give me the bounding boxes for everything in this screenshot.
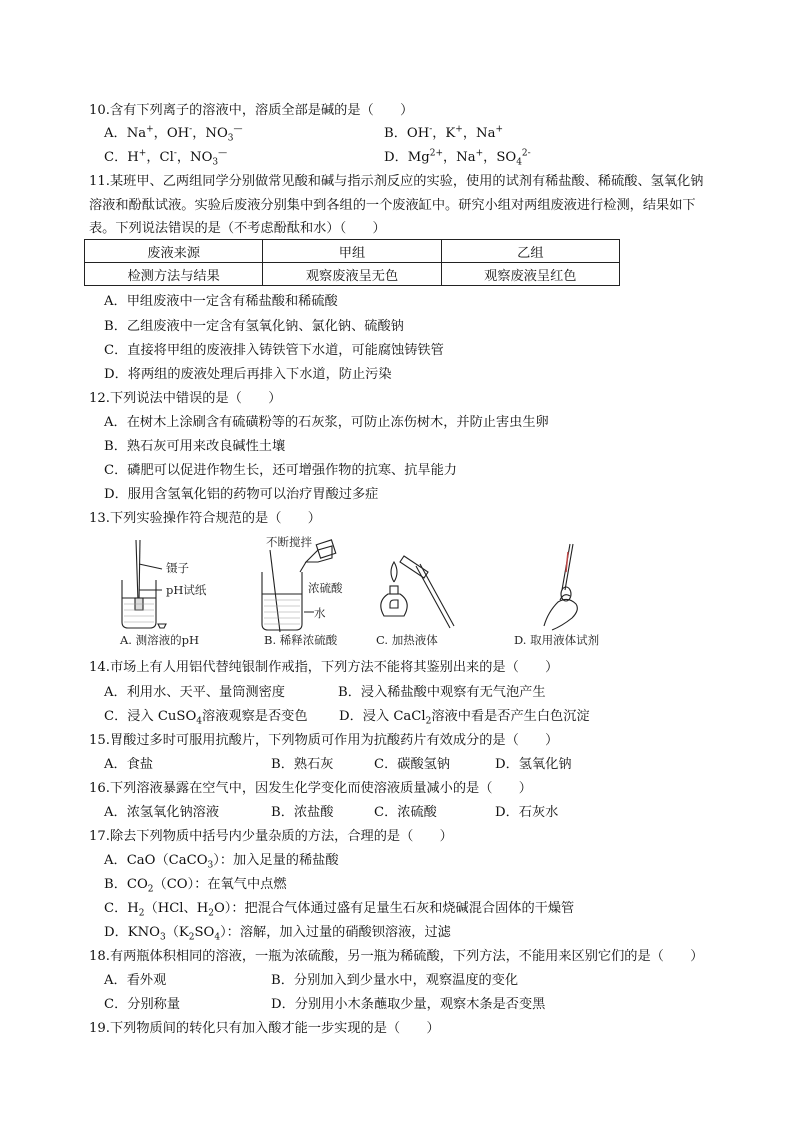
- q10-stem: 10.含有下列离子的溶液中，溶质全部是碱的是（ ）: [89, 103, 414, 118]
- q17-option-a: A．CaO（CaCO$_3$）：加入足量的稀盐酸: [104, 853, 339, 871]
- q18-option-a: A．看外观: [104, 973, 167, 988]
- table-cell: 观察废液呈无色: [263, 263, 441, 286]
- label-tweezers: 镊子: [166, 561, 189, 575]
- q12-stem: 12.下列说法中错误的是（ ）: [89, 391, 282, 406]
- table-row: [85, 263, 620, 286]
- figure-c-heating: [370, 532, 480, 650]
- q10-option-c: C．H+，Cl-，$NO_3^—$: [104, 148, 228, 168]
- figure-d-dropper: [504, 532, 634, 650]
- q14-option-d: D．浸入 CaCl$_2$溶液中看是否产生白色沉淀: [339, 709, 590, 727]
- q11-option-b: B．乙组废液中一定含有氢氧化钠、氯化钠、硫酸钠: [104, 319, 404, 334]
- table-cell: 观察废液呈红色: [441, 263, 619, 286]
- q18-stem: 18.有两瓶体积相同的溶液，一瓶为浓硫酸，另一瓶为稀硫酸，下列方法，不能用来区别它们的是（ ）: [89, 949, 704, 964]
- q13-stem: 13.下列实验操作符合规范的是（ ）: [89, 511, 321, 526]
- q14-option-b: B．浸入稀盐酸中观察有无气泡产生: [338, 685, 546, 700]
- table-cell: 甲组: [263, 240, 441, 263]
- q15-stem: 15.胃酸过多时可服用抗酸片，下列物质可作用为抗酸药片有效成分的是（ ）: [89, 733, 559, 748]
- q14-option-c: C．浸入 CuSO$_4$溶液观察是否变色: [104, 709, 308, 727]
- q12-option-b: B．熟石灰可用来改良碱性土壤: [104, 439, 286, 454]
- q12-option-d: D．服用含氢氧化铝的药物可以治疗胃酸过多症: [104, 487, 379, 502]
- q13-figures: [108, 532, 668, 650]
- q11-stem-line3: 表。下列说法错误的是（不考虑酚酞和水）（ ）: [89, 221, 386, 236]
- table-row: [85, 240, 620, 263]
- q12-option-a: A．在树木上涂刷含有硫磺粉等的石灰浆，可防止冻伤树木，并防止害虫生卵: [104, 415, 549, 430]
- q11-option-c: C．直接将甲组的废液排入铸铁管下水道，可能腐蚀铸铁管: [104, 343, 444, 358]
- label-conc-sulfuric: 浓硫酸: [308, 581, 343, 595]
- q11-stem-line1: 11.某班甲、乙两组同学分别做常见酸和碱与指示剂反应的实验，使用的试剂有稀盐酸、稀硫酸、氢氧化钠: [89, 174, 704, 189]
- caption-d: D. 取用液体试剂: [514, 633, 600, 647]
- q18-option-c: C．分别称量: [104, 997, 181, 1012]
- figure-a-ph-test: [114, 532, 234, 650]
- q10-option-d: D．$Mg^{2+}$，Na+，$SO_4^{2-}$: [384, 148, 531, 168]
- q15-option-d: D．氢氧化钠: [495, 757, 572, 772]
- q17-option-b: B．$CO_2(CO)$：在氧气中点燃: [104, 877, 287, 895]
- q16-option-a: A．浓氢氧化钠溶液: [104, 805, 220, 820]
- q17-option-d: D．$KNO_3(K_2SO_4)$：溶解，加入过量的硝酸钡溶液，过滤: [104, 925, 451, 943]
- q12-option-c: C．磷肥可以促进作物生长，还可增强作物的抗寒、抗旱能力: [104, 463, 457, 478]
- q16-stem: 16.下列溶液暴露在空气中，因发生化学变化而使溶液质量减小的是（ ）: [89, 781, 532, 796]
- q10-option-b: B．OH-，K+，Na+: [384, 124, 503, 141]
- table-cell: 乙组: [441, 240, 619, 263]
- q15-option-a: A．食盐: [104, 757, 154, 772]
- table-cell: 检测方法与结果: [85, 263, 263, 286]
- q15-option-b: B．熟石灰: [271, 757, 334, 772]
- q17-stem: 17.除去下列物质中括号内少量杂质的方法，合理的是（ ）: [89, 829, 453, 844]
- label-stirring: 不断搅拌: [266, 535, 312, 549]
- q11-stem-line2: 溶液和酚酞试液。实验后废液分别集中到各组的一个废液缸中。研究小组对两组废液进行检测，结果如下: [89, 198, 696, 213]
- label-water: 水: [314, 606, 326, 620]
- table-cell: 废液来源: [85, 240, 263, 263]
- q16-option-d: D．石灰水: [495, 805, 559, 820]
- caption-c: C. 加热液体: [376, 633, 438, 647]
- q16-option-b: B．浓盐酸: [271, 805, 334, 820]
- q18-option-d: D．分别用小木条蘸取少量，观察木条是否变黑: [271, 997, 546, 1012]
- q11-option-a: A．甲组废液中一定含有稀盐酸和稀硫酸: [104, 294, 338, 309]
- q15-option-c: C．碳酸氢钠: [374, 757, 451, 772]
- caption-a: A. 测溶液的pH: [120, 633, 200, 647]
- q11-option-d: D．将两组的废液处理后再排入下水道，防止污染: [104, 367, 392, 382]
- q10-option-a: A．Na+，OH-，$NO_3^—$: [104, 124, 243, 144]
- waste-table: [84, 239, 620, 286]
- q17-option-c: C．$H_2(HCl$、$H_2O$）：把混合气体通过盛有足量生石灰和烧碱混合固体的干燥管: [104, 901, 575, 919]
- q14-stem: 14.市场上有人用铝代替纯银制作戒指，下列方法不能将其鉴别出来的是（ ）: [89, 660, 559, 675]
- caption-b: B. 稀释浓硫酸: [264, 633, 338, 647]
- label-ph-paper: pH试纸: [166, 583, 207, 597]
- q14-option-a: A．利用水、天平、量筒测密度: [104, 685, 285, 700]
- q18-option-b: B．分别加入到少量水中，观察温度的变化: [271, 973, 519, 988]
- q19-stem: 19.下列物质间的转化只有加入酸才能一步实现的是（ ）: [89, 1021, 440, 1036]
- q16-option-c: C．浓硫酸: [374, 805, 437, 820]
